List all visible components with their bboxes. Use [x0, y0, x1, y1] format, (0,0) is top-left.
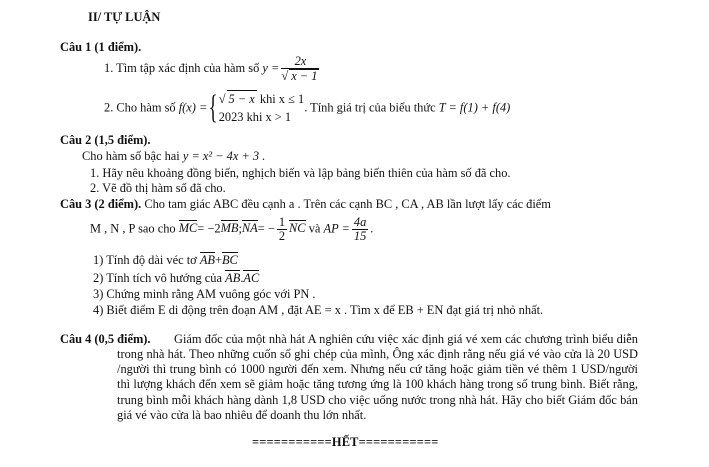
vec-BC-1: BC: [221, 253, 238, 267]
q3-frac2-den: 15: [353, 229, 367, 244]
q3-item2: [93, 270, 259, 286]
q3-item2-dot: .: [240, 271, 244, 285]
q1-case1: √ 5 − x khi x ≤ 1: [219, 90, 305, 109]
q1-item1-den-wrap: √ x − 1: [281, 69, 318, 84]
vec-NA: NA: [241, 221, 258, 236]
q3-ap: AP =: [323, 221, 350, 236]
q1-case2: 2023 khi x > 1: [218, 109, 292, 124]
q3-tail: .: [370, 221, 374, 236]
q3-frac1-num: 1: [278, 215, 286, 229]
section-title: II/ TỰ LUẬN: [88, 10, 161, 24]
vec-MC: MC: [178, 221, 198, 236]
q1-item1-fraction: [281, 55, 319, 83]
q2-func: y = x² − 4x + 3 .: [182, 149, 266, 163]
q1-item2-text: 2. Cho hàm số: [104, 100, 176, 115]
end-marker: ===========HẾT===========: [252, 435, 439, 449]
q1-item1-num: 2x: [281, 55, 319, 69]
q1-item1-den: x − 1: [291, 69, 318, 84]
q2-intro-line: [82, 149, 265, 163]
q1-item1: [104, 55, 321, 83]
q4-body: [117, 332, 638, 423]
q3-line2-a: M , N , P sao cho: [90, 221, 176, 236]
q3-item1-plus: +: [214, 253, 222, 267]
vec-NC: NC: [289, 221, 306, 236]
left-brace: {: [209, 89, 219, 127]
q3-item3: 3) Chứng minh rằng AM vuông góc với PN .: [93, 287, 316, 301]
q3-frac1-den: 2: [278, 229, 286, 244]
q3-and: và: [308, 221, 321, 236]
q2-intro: Cho hàm số bậc hai: [82, 149, 180, 163]
q3-intro: Cho tam giác ABC đều cạnh a . Trên các cạnh BC , CA , AB lần lượt lấy các điểm: [144, 197, 551, 211]
q3-eq1: = −2: [197, 221, 221, 236]
vec-AC-2: AC: [243, 271, 260, 285]
q3-frac1: [277, 216, 287, 243]
vec-MB: MB: [220, 221, 239, 236]
q4-heading: Câu 4 (0,5 điểm).: [60, 332, 151, 346]
q3-frac2: [352, 216, 368, 243]
q2-heading: Câu 2 (1,5 điểm).: [60, 133, 151, 147]
q3-line1: [60, 197, 551, 211]
q3-frac2-num: 4a: [353, 215, 367, 229]
q1-item1-lhs: y =: [262, 60, 280, 75]
q3-heading: Câu 3 (2 điểm).: [60, 197, 142, 211]
q3-item2-text: 2) Tính tích vô hướng của: [93, 271, 223, 285]
q1-case1-cond: khi x ≤ 1: [259, 92, 305, 106]
q3-line2: [90, 216, 373, 243]
q2-item1: 1. Hãy nêu khoảng đồng biến, nghịch biến và lập bảng biến thiên của hàm số đã cho.: [90, 166, 511, 180]
q1-item2-T: T = f(1) + f(4): [438, 100, 511, 115]
q1-heading: Câu 1 (1 điểm).: [60, 40, 142, 54]
q1-item1-text: 1. Tìm tập xác định của hàm số: [104, 60, 260, 75]
q3-item1: [93, 252, 238, 268]
q3-eq2: = −: [257, 221, 275, 236]
q3-sep: ;: [238, 221, 242, 236]
q3-item4: 4) Biết điểm E di động trên đoạn AM , đặt AE = x . Tìm x để EB + EN đạt giá trị nhỏ nhất.: [93, 303, 544, 317]
q1-item2: [104, 90, 510, 127]
q1-cases: [219, 90, 305, 127]
q2-item2: 2. Vẽ đồ thị hàm số đã cho.: [90, 181, 226, 195]
q3-item1-text: 1) Tính độ dài véc tơ: [93, 253, 197, 267]
q1-case1-expr: 5 − x: [227, 90, 257, 109]
q1-item2-tail: . Tính giá trị của biểu thức: [304, 100, 436, 115]
q1-item2-fx: f(x) =: [178, 100, 208, 115]
vec-AB-2: AB: [225, 271, 241, 285]
q4-body-text: Giám đốc của một nhà hát A nghiên cứu việc xác định giá vé xem các chương trình biểu diễn trong nhà hát. Theo những cuốn sổ ghi chép của mình, Ông xác định rằng nếu giá vé vào cửa là 20 USD /người thì trung bình có 1000 người đến xem. Nhưng nếu cứ tăng hoặc giảm tiền vé thêm 1 USD/người thì lượng khách đến xem sẽ giảm hoặc tăng tương ứng là 100 khách hàng trong số trung bình. Biết rằng, trung bình mỗi khách hàng dành 1,8 USD cho việc uống nước trong nhà hát. Hãy cho biết Giám đốc bán giá vé vào cửa là bao nhiêu để doanh thu lớn nhất.: [117, 332, 638, 422]
vec-AB-1: AB: [199, 253, 215, 267]
